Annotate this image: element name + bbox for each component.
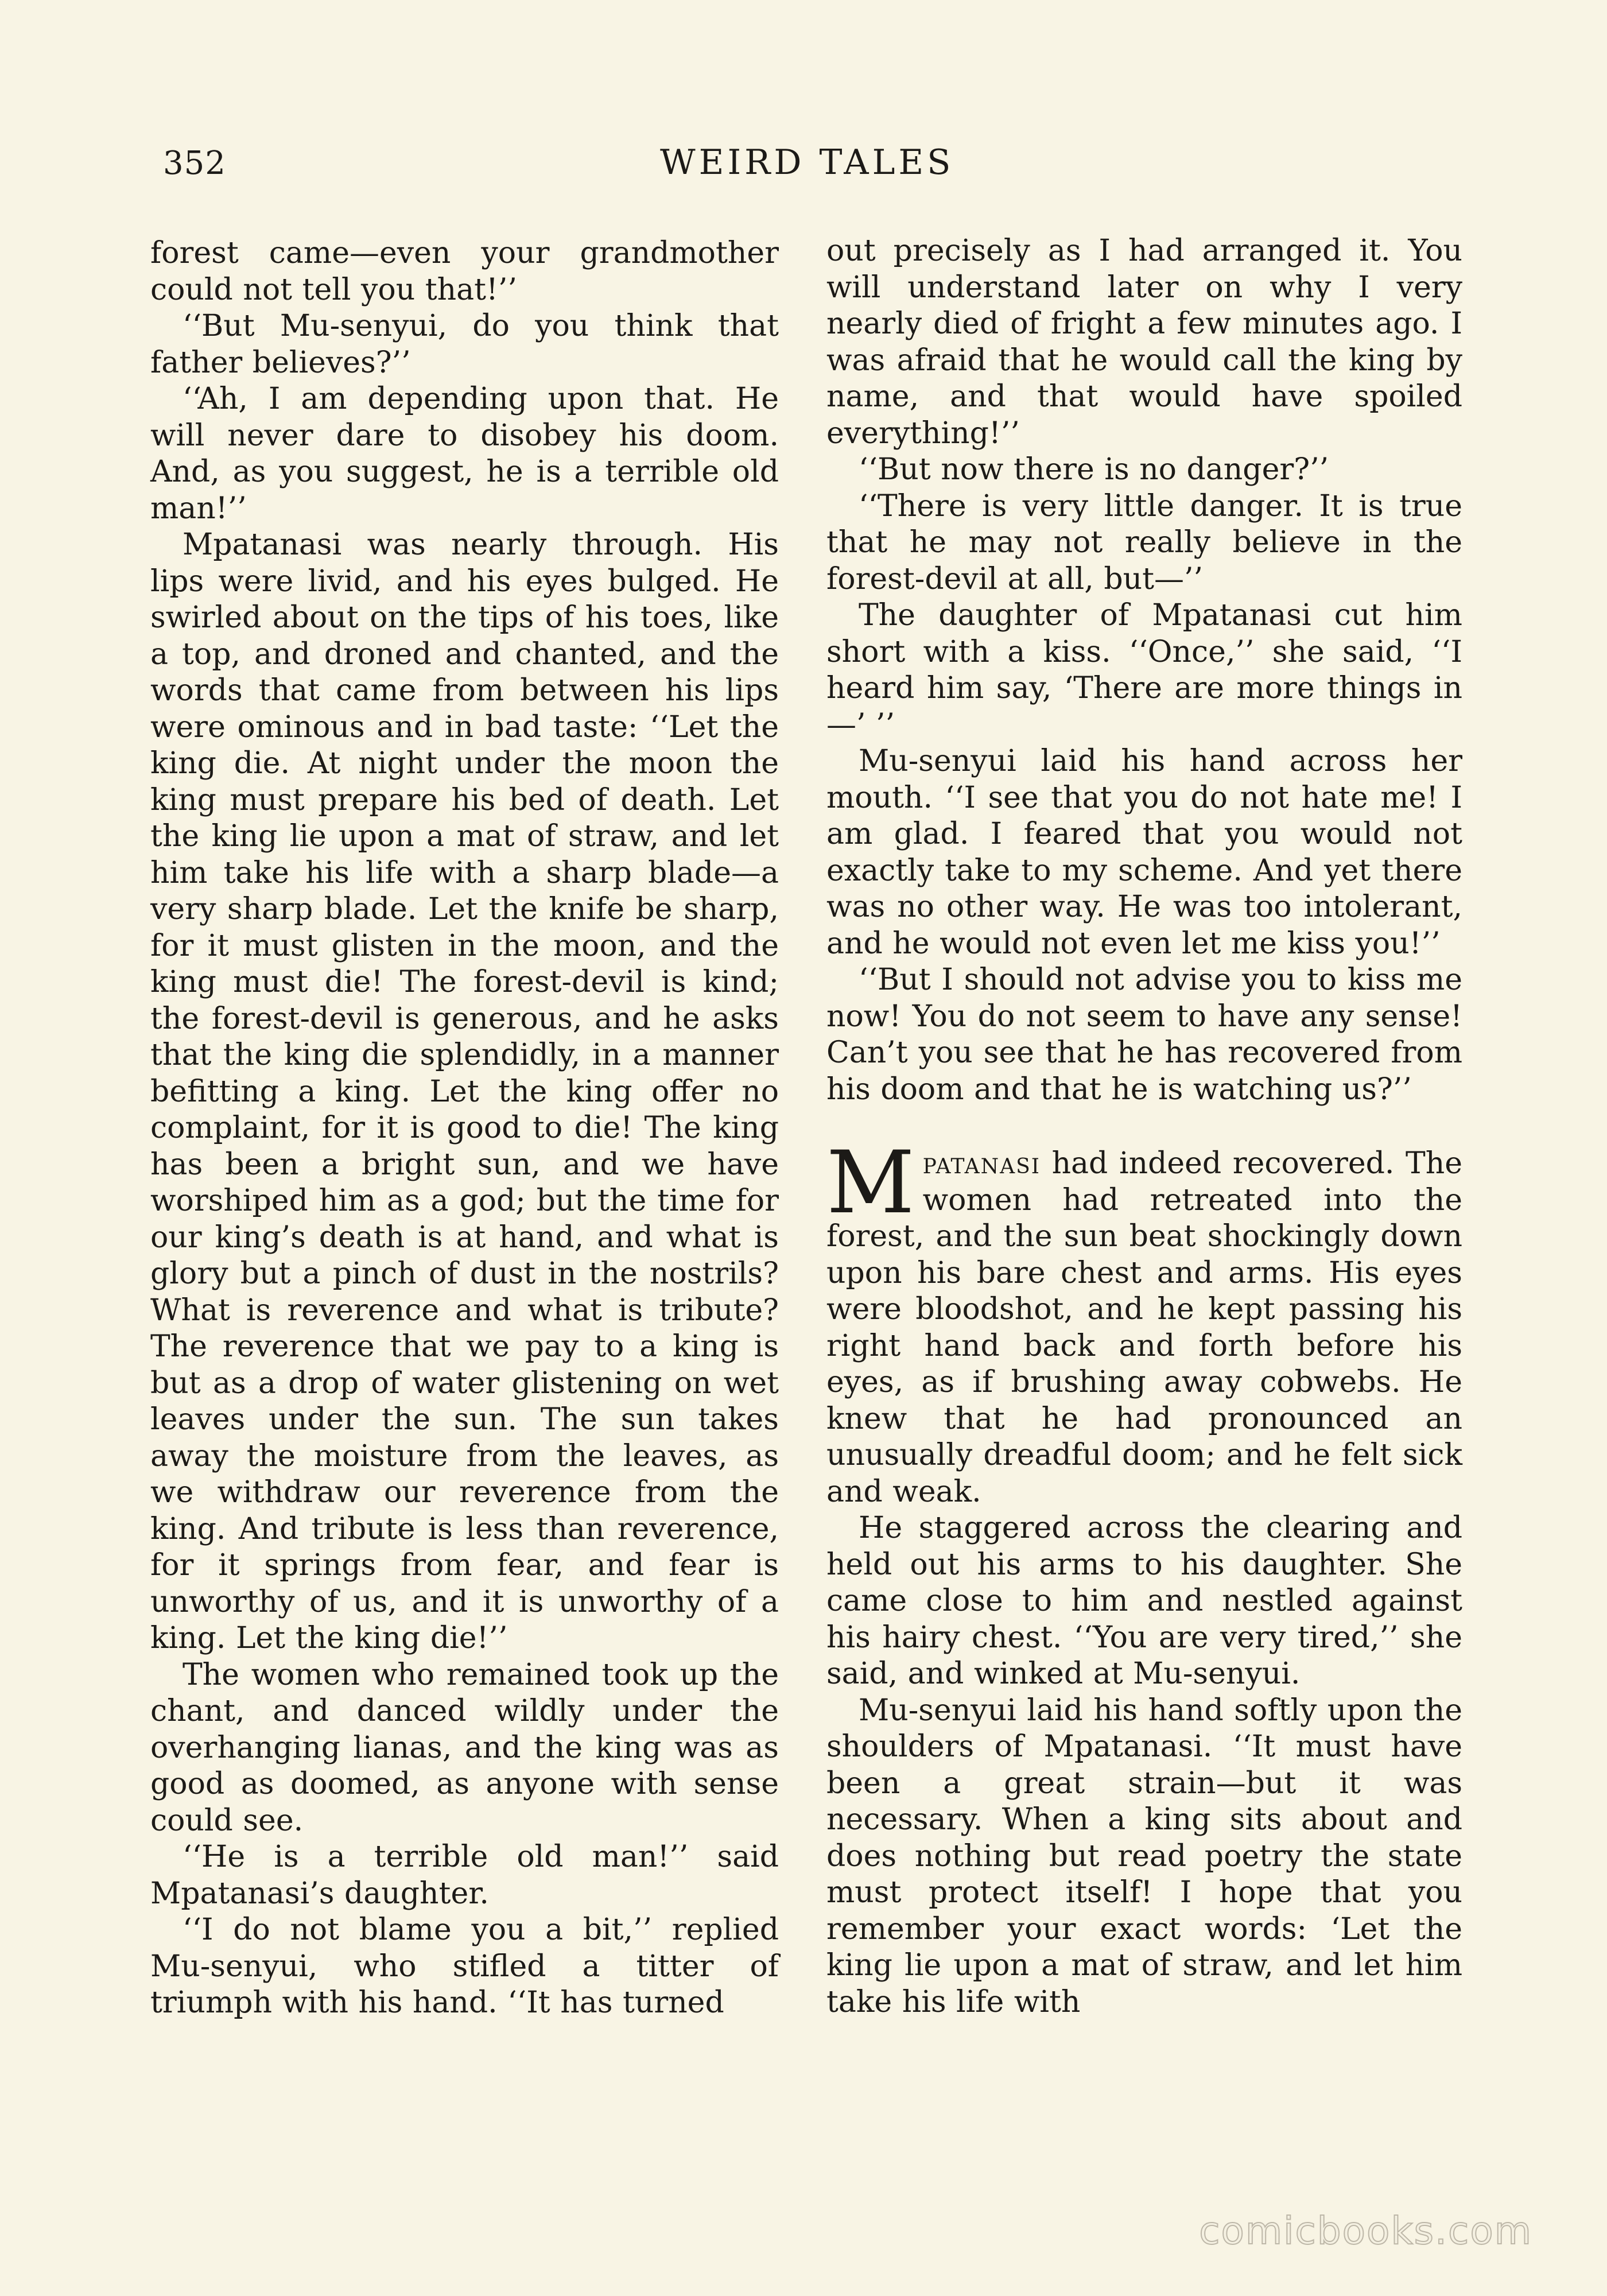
paragraph: Mpatanasi was nearly through. His lips were livid, and his eyes bulged. He swirled about on the tips of his toes, like a top, and droned and chanted, and the words that came from between his lips were ominous and in bad taste: ‘‘Let the king die. At night under the moon the king must prepare his bed of death. Let the king lie upon a mat of straw, and let him take his life with a sharp blade—a very sharp blade. Let the knife be sharp, for it must glisten in the moon, and the king must die! The forest-devil is kind; the forest-devil is generous, and he asks that the king die splendidly, in a manner befitting a king. Let the king offer no complaint, for it is good to die! The king has been a bright sun, and we have worshiped him as a god; but the time for our king’s death is at hand, and what is glory but a pinch of dust in the nostrils? What is reverence and what is tribute? The reverence that we pay to a king is but as a drop of water glistening on wet leaves under the sun. The sun takes away the moisture from the leaves, as we withdraw our reverence from the king. And tribute is less than reverence, for it springs from fear, and fear is unworthy of us, and it is unworthy of a king. Let the king die!’’: [150, 528, 779, 1655]
running-title: WEIRD TALES: [660, 142, 954, 183]
dropcap-paragraph: [826, 1133, 1462, 1510]
paragraph: ‘‘But now there is no danger?’’: [859, 452, 1329, 487]
paragraph: ‘‘He is a terrible old man!’’ said Mpatanasi’s daughter.: [150, 1840, 779, 1911]
paragraph-text: had indeed recovered. The women had retreated into the forest, and the sun beat shockingly down upon his bare chest and arms. His eyes were bloodshot, and he kept passing his right hand back and forth before his eyes, as if brushing away cobwebs. He knew that he had pronounced an unusually dreadful doom; and he felt sick and weak.: [826, 1146, 1462, 1509]
paragraph: The women who remained took up the chant, and danced wildly under the overhanging lianas, and the king was as good as doomed, as anyone with sense could see.: [150, 1657, 779, 1838]
page-number: 352: [163, 145, 226, 182]
paragraph: The daughter of Mpatanasi cut him short with a kiss. ‘‘Once,’’ she said, ‘‘I heard him say, ‘There are more things in—’ ’’: [826, 598, 1462, 742]
paragraph: ‘‘But Mu-senyui, do you think that father believes?’’: [150, 309, 779, 380]
paragraph: Mu-senyui laid his hand across her mouth. ‘‘I see that you do not hate me! I am glad. I feared that you would not exactly take to my scheme. And yet there was no other way. He was too intolerant, and he would not even let me kiss you!’’: [826, 744, 1462, 961]
paragraph: forest came—even your grandmother could not tell you that!’’: [150, 236, 779, 307]
smallcaps-word: patanasi: [922, 1146, 1041, 1181]
watermark: comicbooks.com: [1199, 2209, 1532, 2253]
paragraph: He staggered across the clearing and held out his arms to his daughter. She came close to him and nestled against his hairy chest. ‘‘You are very tired,’’ she said, and winked at Mu-senyui.: [826, 1511, 1462, 1691]
right-column: [826, 233, 1462, 2020]
paragraph: ‘‘Ah, I am depending upon that. He will never dare to disobey his doom. And, as you suggest, he is a terrible old man!’’: [150, 382, 779, 526]
section-break: [826, 1108, 1462, 1146]
left-column: [150, 235, 779, 2022]
paragraph: ‘‘But I should not advise you to kiss me now! You do not seem to have any sense! Can’t you see that he has recovered from his doom and that he is watching us?’’: [826, 963, 1462, 1107]
drop-cap: M: [826, 1133, 915, 1233]
paragraph: Mu-senyui laid his hand softly upon the shoulders of Mpatanasi. ‘‘It must have been a great strain—but it was necessary. When a king sits about and does nothing but read poetry the state must protect itself! I hope that you remember your exact words: ‘Let the king lie upon a mat of straw, and let him take his life with: [826, 1693, 1462, 2019]
paragraph: ‘‘I do not blame you a bit,’’ replied Mu-senyui, who stifled a titter of triumph with his hand. ‘‘It has turned: [150, 1913, 779, 2020]
paragraph: ‘‘There is very little danger. It is true that he may not really believe in the forest-devil at all, but—’’: [826, 488, 1462, 596]
paragraph: out precisely as I had arranged it. You will understand later on why I very nearly died of fright a few minutes ago. I was afraid that he would call the king by name, and that would have spoiled everything!’’: [826, 234, 1462, 451]
